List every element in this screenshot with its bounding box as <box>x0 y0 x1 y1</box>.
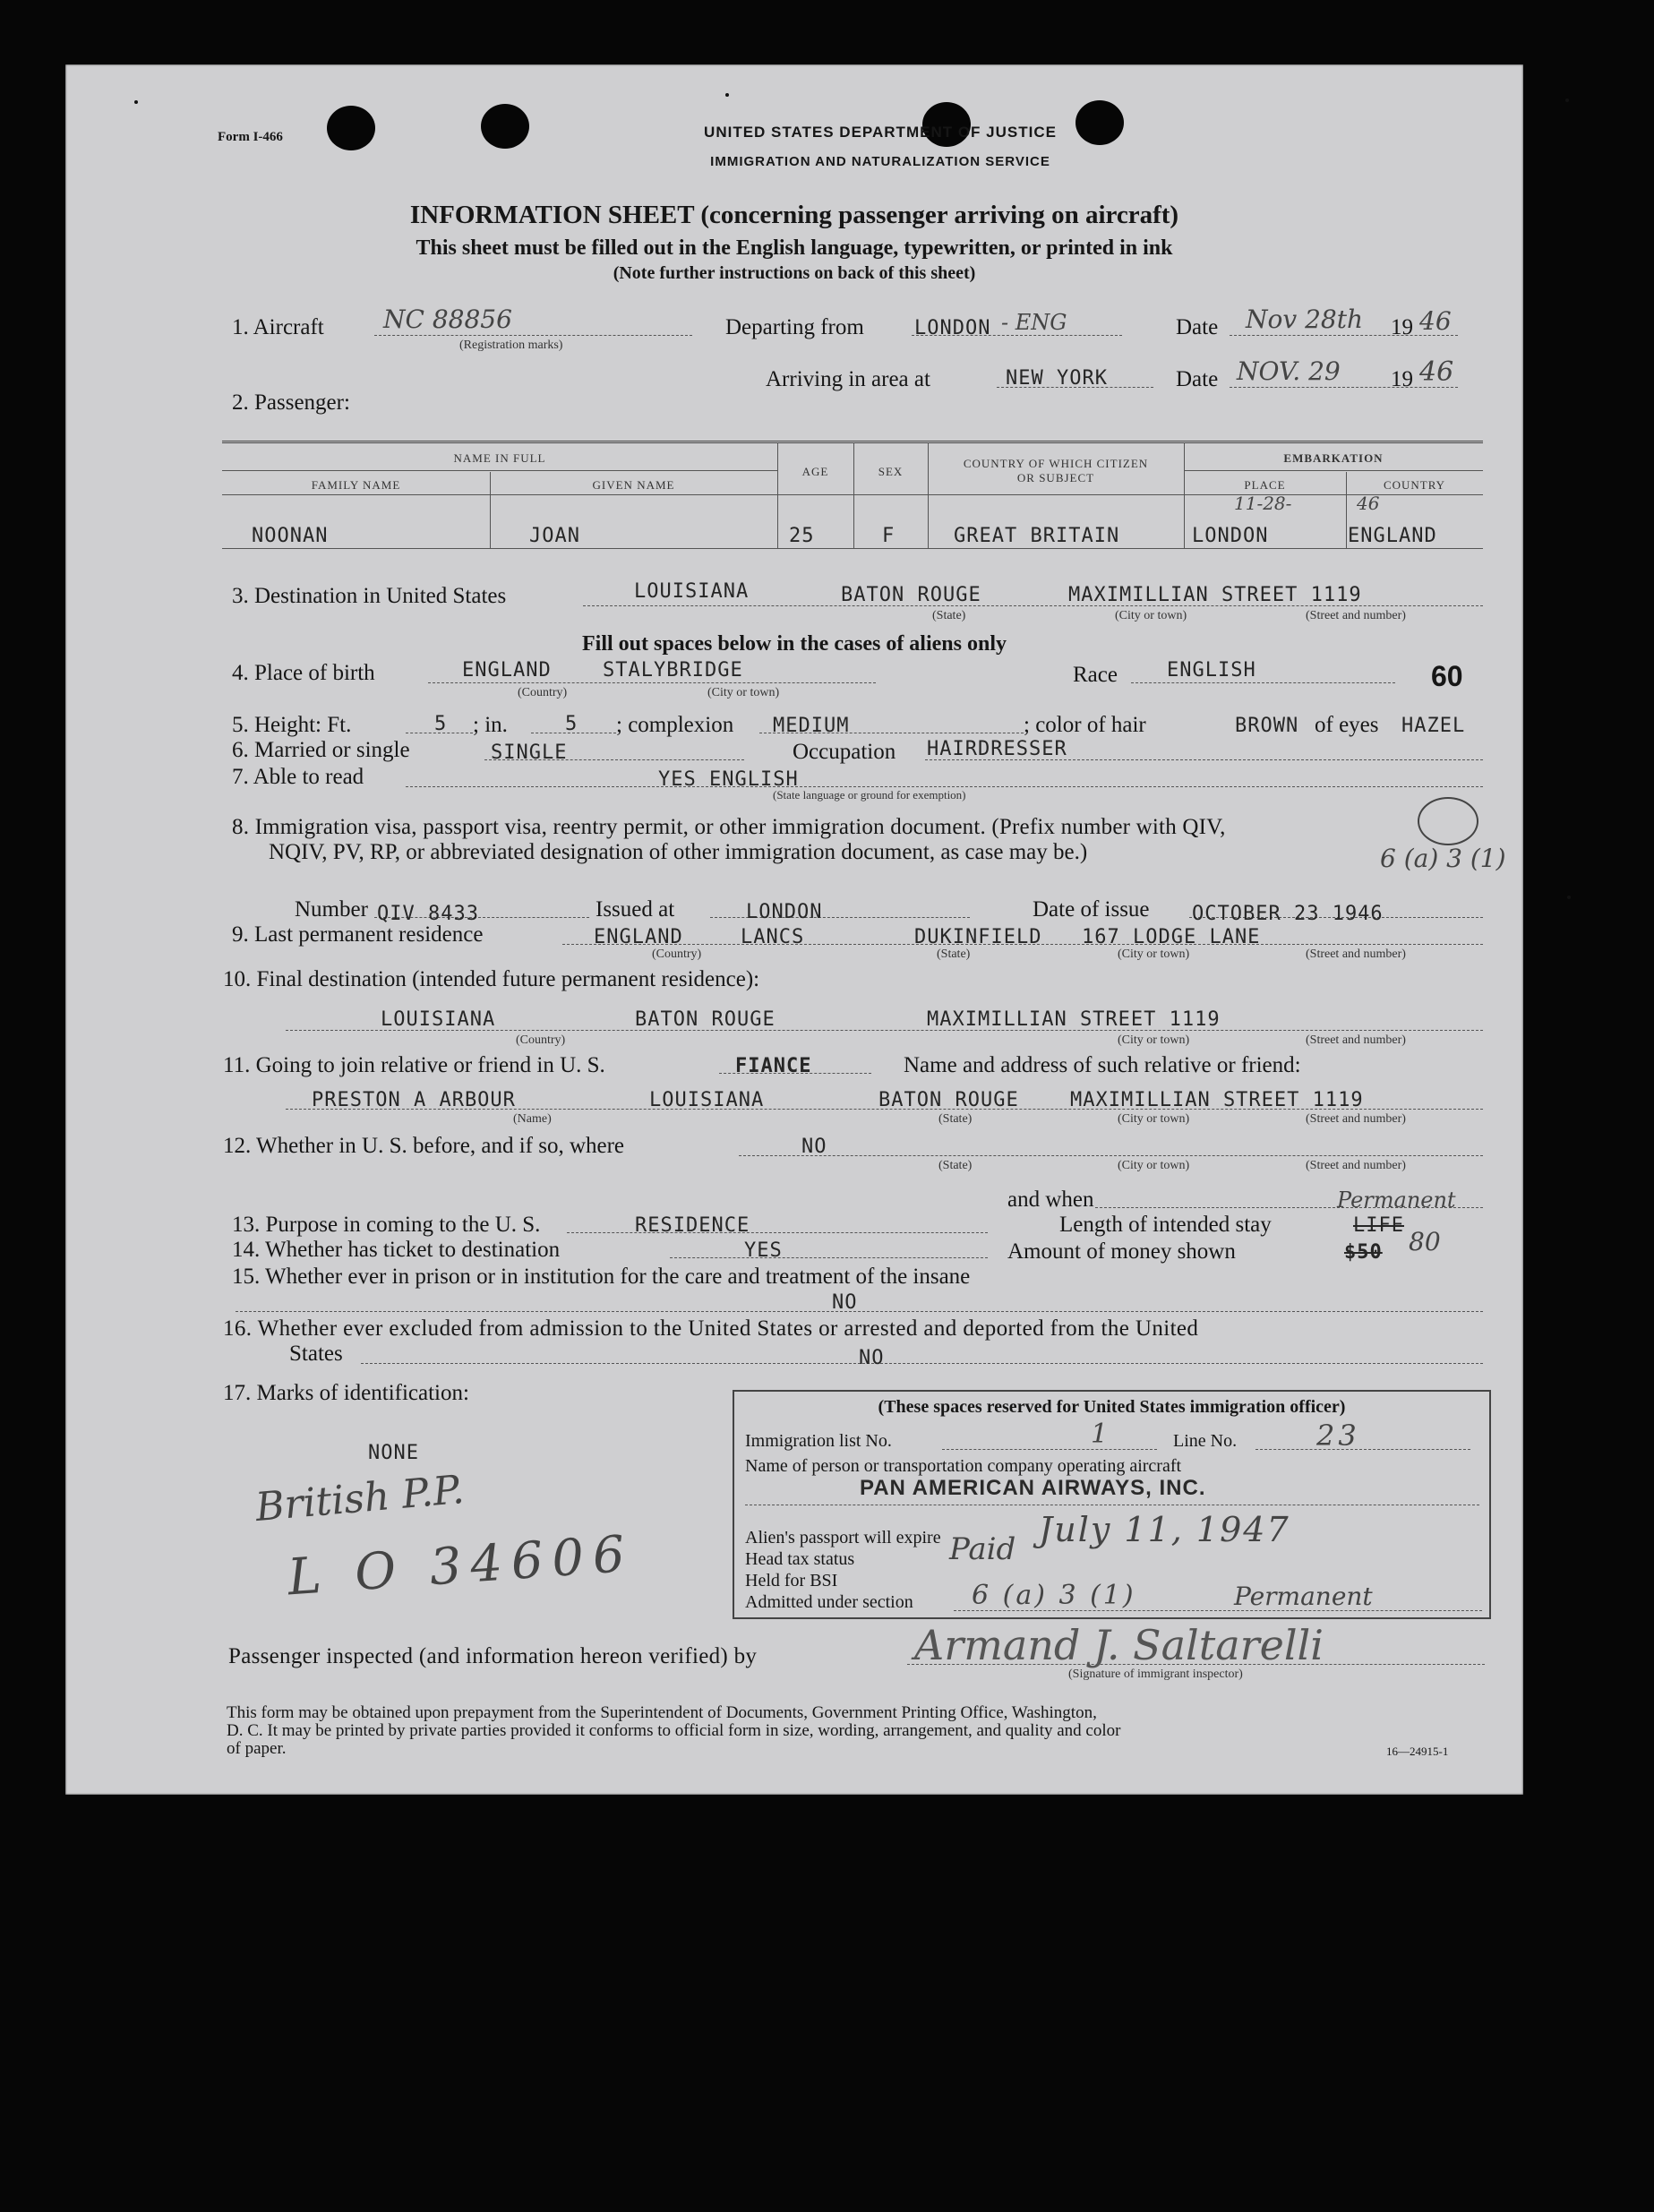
before-street-caption: (Street and number) <box>1306 1159 1406 1172</box>
departure-year-value: 46 <box>1419 306 1452 336</box>
before-city-caption: (City or town) <box>1118 1159 1190 1172</box>
departure-date-label: Date <box>1176 315 1219 339</box>
excluded-line <box>361 1363 1483 1364</box>
marital-label: 6. Married or single <box>232 738 410 762</box>
final-destination-street: MAXIMILLIAN STREET 1119 <box>927 1008 1221 1031</box>
footer-line-2: D. C. It may be printed by private parties provided it conforms to official form in size, wording, arrangement, and quality and color <box>227 1721 1121 1740</box>
hair-value: BROWN <box>1235 715 1299 737</box>
height-in-value: 5 <box>565 713 578 735</box>
relative-city-caption: (City or town) <box>1118 1112 1190 1126</box>
service-name: IMMIGRATION AND NATURALIZATION SERVICE <box>710 154 1050 169</box>
destination-state-caption: (State) <box>932 609 966 622</box>
form-number: Form I-466 <box>218 130 283 144</box>
final-destination-label: 10. Final destination (intended future permanent residence): <box>223 967 760 991</box>
birth-line <box>428 682 876 683</box>
residence-state-caption: (State) <box>937 947 971 961</box>
immigration-list-label: Immigration list No. <box>745 1431 892 1451</box>
visa-doi-label: Date of issue <box>1033 897 1150 922</box>
section-label: Admitted under section <box>745 1592 913 1612</box>
residence-street-caption: (Street and number) <box>1306 947 1406 961</box>
relative-name-address-label: Name and address of such relative or friend: <box>904 1053 1301 1077</box>
residence-state: LANCS <box>741 926 805 948</box>
destination-city-caption: (City or town) <box>1115 609 1187 622</box>
visa-doi-value: OCTOBER 23 1946 <box>1192 903 1384 925</box>
eyes-value: HAZEL <box>1401 715 1466 737</box>
residence-label: 9. Last permanent residence <box>232 922 484 947</box>
final-destination-city: BATON ROUGE <box>635 1008 776 1031</box>
aircraft-label: 1. Aircraft <box>232 315 324 339</box>
immigration-list-line <box>942 1449 1157 1450</box>
arrival-date-label: Date <box>1176 367 1219 391</box>
embarkation-country-value: ENGLAND <box>1348 525 1437 547</box>
footer-line-1: This form may be obtained upon prepayment from the Superintendent of Documents, Government Printing Office, Washington, <box>227 1703 1097 1722</box>
age-header: AGE <box>801 465 829 478</box>
stay-label: Length of intended stay <box>1059 1213 1272 1237</box>
stay-typed-value: LIFE <box>1353 1214 1404 1237</box>
inspector-label: Passenger inspected (and information hereon verified) by <box>228 1644 758 1668</box>
read-label: 7. Able to read <box>232 765 364 789</box>
visa-issued-value: LONDON <box>746 901 823 923</box>
footer-line-3: of paper. <box>227 1739 287 1758</box>
departure-year-prefix: 19 <box>1391 315 1413 339</box>
officer-box-header: (These spaces reserved for United States immigration officer) <box>878 1397 1346 1417</box>
marital-value: SINGLE <box>491 742 568 764</box>
speck <box>134 100 138 104</box>
head-tax-value: Paid <box>949 1531 1016 1567</box>
form-sheet <box>65 64 1523 1795</box>
inspector-signature: Armand J. Saltarelli <box>914 1621 1324 1669</box>
footer-form-code: 16—24915-1 <box>1386 1745 1449 1758</box>
height-label: 5. Height: Ft. <box>232 713 352 737</box>
prison-value: NO <box>832 1291 858 1314</box>
inspector-caption: (Signature of immigrant inspector) <box>1068 1668 1243 1681</box>
occupation-label: Occupation <box>793 740 896 764</box>
relative-street-caption: (Street and number) <box>1306 1112 1406 1126</box>
form-note: (Note further instructions on back of this sheet) <box>613 263 976 283</box>
prison-line <box>236 1311 1483 1312</box>
stay-hand-value: Permanent <box>1337 1187 1456 1213</box>
before-value: NO <box>801 1136 827 1158</box>
complexion-label: ; complexion <box>616 713 734 737</box>
passport-expire-value: July 11, 1947 <box>1039 1510 1290 1549</box>
before-label: 12. Whether in U. S. before, and if so, where <box>223 1134 625 1158</box>
arrival-year-prefix: 19 <box>1391 367 1413 391</box>
destination-city: BATON ROUGE <box>841 584 981 606</box>
family-name-header: FAMILY NAME <box>311 478 401 492</box>
relative-city: BATON ROUGE <box>878 1089 1019 1111</box>
line-no-value: 23 <box>1316 1419 1360 1453</box>
embarkation-hand-year: 46 <box>1357 493 1380 514</box>
punch-hole <box>327 106 375 150</box>
residence-city: DUKINFIELD <box>914 926 1042 948</box>
read-caption: (State language or ground for exemption) <box>773 788 966 802</box>
name-in-full-header: NAME IN FULL <box>453 451 546 465</box>
carrier-label: Name of person or transportation company operating aircraft <box>745 1456 1182 1476</box>
citizen-country-value: GREAT BRITAIN <box>954 525 1120 547</box>
excluded-value: NO <box>859 1347 885 1369</box>
birth-country: ENGLAND <box>462 659 552 682</box>
bsi-label: Held for BSI <box>745 1571 838 1590</box>
carrier-stamp: PAN AMERICAN AIRWAYS, INC. <box>860 1476 1206 1500</box>
head-tax-label: Head tax status <box>745 1549 855 1569</box>
passport-expire-label: Alien's passport will expire <box>745 1528 941 1548</box>
relative-name-caption: (Name) <box>513 1112 552 1126</box>
given-name-value: JOAN <box>529 525 580 547</box>
citizen-country-header-2: OR SUBJECT <box>1016 471 1095 484</box>
final-destination-country: LOUISIANA <box>381 1008 496 1031</box>
embarkation-hand-date: 11-28- <box>1234 493 1292 514</box>
given-name-header: GIVEN NAME <box>592 478 675 492</box>
departing-label: Departing from <box>725 315 864 339</box>
race-code-mark: 60 <box>1431 660 1463 692</box>
before-line <box>739 1155 1483 1156</box>
visa-number-label: Number <box>295 897 368 922</box>
relative-state-caption: (State) <box>938 1112 973 1126</box>
relative-label: 11. Going to join relative or friend in U. S. <box>223 1053 605 1077</box>
destination-label: 3. Destination in United States <box>232 584 507 608</box>
qiv-circle <box>1418 797 1478 845</box>
marks-hand-number: L O 34606 <box>286 1524 636 1608</box>
embarkation-place-value: LONDON <box>1192 525 1269 547</box>
section-hand: Permanent <box>1234 1582 1373 1611</box>
money-typed-value: $50 <box>1344 1241 1383 1264</box>
race-label: Race <box>1073 663 1118 687</box>
birth-city: STALYBRIDGE <box>603 659 743 682</box>
money-hand-value: 80 <box>1409 1227 1441 1256</box>
visa-issued-label: Issued at <box>596 897 675 922</box>
prison-label: 15. Whether ever in prison or in institution for the care and treatment of the insane <box>232 1265 971 1289</box>
race-value: ENGLISH <box>1167 659 1256 682</box>
relative-name: PRESTON A ARBOUR <box>312 1089 516 1111</box>
embarkation-country-header: COUNTRY <box>1383 478 1446 492</box>
residence-city-caption: (City or town) <box>1118 947 1190 961</box>
speck <box>1567 896 1571 899</box>
residence-country-caption: (Country) <box>652 947 702 961</box>
birth-label: 4. Place of birth <box>232 661 375 685</box>
ticket-value: YES <box>744 1239 783 1262</box>
occupation-value: HAIRDRESSER <box>927 738 1067 760</box>
punch-hole <box>481 104 529 149</box>
purpose-label: 13. Purpose in coming to the U. S. <box>232 1213 541 1237</box>
when-label: and when <box>1007 1187 1094 1212</box>
marks-value: NONE <box>368 1442 419 1464</box>
marks-hand-passport: British P.P. <box>253 1466 467 1531</box>
form-title: INFORMATION SHEET (concerning passenger arriving on aircraft) <box>409 201 1179 229</box>
arriving-label: Arriving in area at <box>766 367 930 391</box>
complexion-value: MEDIUM <box>773 715 850 737</box>
birth-city-caption: (City or town) <box>707 686 780 699</box>
destination-street-caption: (Street and number) <box>1306 609 1406 622</box>
ticket-label: 14. Whether has ticket to destination <box>232 1238 561 1262</box>
citizen-country-header: COUNTRY OF WHICH CITIZEN <box>963 457 1149 470</box>
read-line <box>406 786 1483 787</box>
passenger-label: 2. Passenger: <box>232 390 350 415</box>
sex-value: F <box>882 525 896 547</box>
height-in-label: ; in. <box>473 713 508 737</box>
final-city-caption: (City or town) <box>1118 1033 1190 1047</box>
departing-value: LONDON <box>914 317 991 339</box>
relative-street: MAXIMILLIAN STREET 1119 <box>1070 1089 1364 1111</box>
destination-street: MAXIMILLIAN STREET 1119 <box>1068 584 1362 606</box>
immigration-list-value: 1 <box>1091 1419 1109 1450</box>
visa-label-1: 8. Immigration visa, passport visa, reentry permit, or other immigration document. (Prefix number with QIV, <box>232 815 1226 839</box>
visa-label-2: NQIV, PV, RP, or abbreviated designation of other immigration document, as case may be.) <box>269 840 1088 864</box>
ticket-line <box>670 1257 988 1258</box>
age-value: 25 <box>789 525 815 547</box>
embarkation-place-header: PLACE <box>1244 478 1286 492</box>
money-label: Amount of money shown <box>1007 1239 1236 1264</box>
departing-hand: - ENG <box>1001 310 1067 335</box>
relative-relation-value: FIANCE <box>735 1055 812 1077</box>
excluded-label-2: States <box>289 1342 343 1366</box>
destination-state: LOUISIANA <box>634 580 750 603</box>
visa-hand-section: 6 (a) 3 (1) <box>1380 844 1506 873</box>
registration-caption: (Registration marks) <box>459 339 563 352</box>
residence-country: ENGLAND <box>594 926 683 948</box>
line-no-line <box>1255 1449 1470 1450</box>
aircraft-line <box>374 335 692 336</box>
height-ft-value: 5 <box>434 713 448 735</box>
officer-box <box>733 1390 1491 1619</box>
agency-name: UNITED STATES DEPARTMENT OF JUSTICE <box>704 124 1057 141</box>
final-country-caption: (Country) <box>516 1033 566 1047</box>
residence-street: 167 LODGE LANE <box>1082 926 1261 948</box>
speck <box>725 93 729 97</box>
speck <box>1565 99 1569 102</box>
arrival-date-value: NOV. 29 <box>1237 356 1341 386</box>
section-value: 6 (a) 3 (1) <box>972 1580 1136 1611</box>
purpose-line <box>567 1232 988 1233</box>
departure-date-value: Nov 28th <box>1246 304 1363 334</box>
final-street-caption: (Street and number) <box>1306 1033 1406 1047</box>
arriving-value: NEW YORK <box>1006 367 1108 390</box>
form-subtitle: This sheet must be filled out in the English language, typewritten, or printed in ink <box>416 236 1173 260</box>
eyes-label: of eyes <box>1315 713 1379 737</box>
excluded-label-1: 16. Whether ever excluded from admission to the United States or arrested and deported from the United <box>223 1316 1199 1341</box>
marks-label: 17. Marks of identification: <box>223 1381 469 1405</box>
before-state-caption: (State) <box>938 1159 973 1172</box>
sex-header: SEX <box>878 465 904 478</box>
race-line <box>1131 682 1395 683</box>
read-value: YES ENGLISH <box>658 768 799 791</box>
aircraft-value: NC 88856 <box>383 304 512 334</box>
family-name-value: NOONAN <box>252 525 329 547</box>
embarkation-header: EMBARKATION <box>1283 451 1384 465</box>
line-no-label: Line No. <box>1173 1431 1238 1451</box>
purpose-value: RESIDENCE <box>635 1214 750 1237</box>
visa-number-value: QIV 8433 <box>377 903 479 925</box>
hair-label: ; color of hair <box>1024 713 1146 737</box>
birth-country-caption: (Country) <box>518 686 568 699</box>
relative-state: LOUISIANA <box>649 1089 765 1111</box>
arrival-year-value: 46 <box>1419 356 1454 388</box>
aliens-only-header: Fill out spaces below in the cases of aliens only <box>581 632 1007 656</box>
